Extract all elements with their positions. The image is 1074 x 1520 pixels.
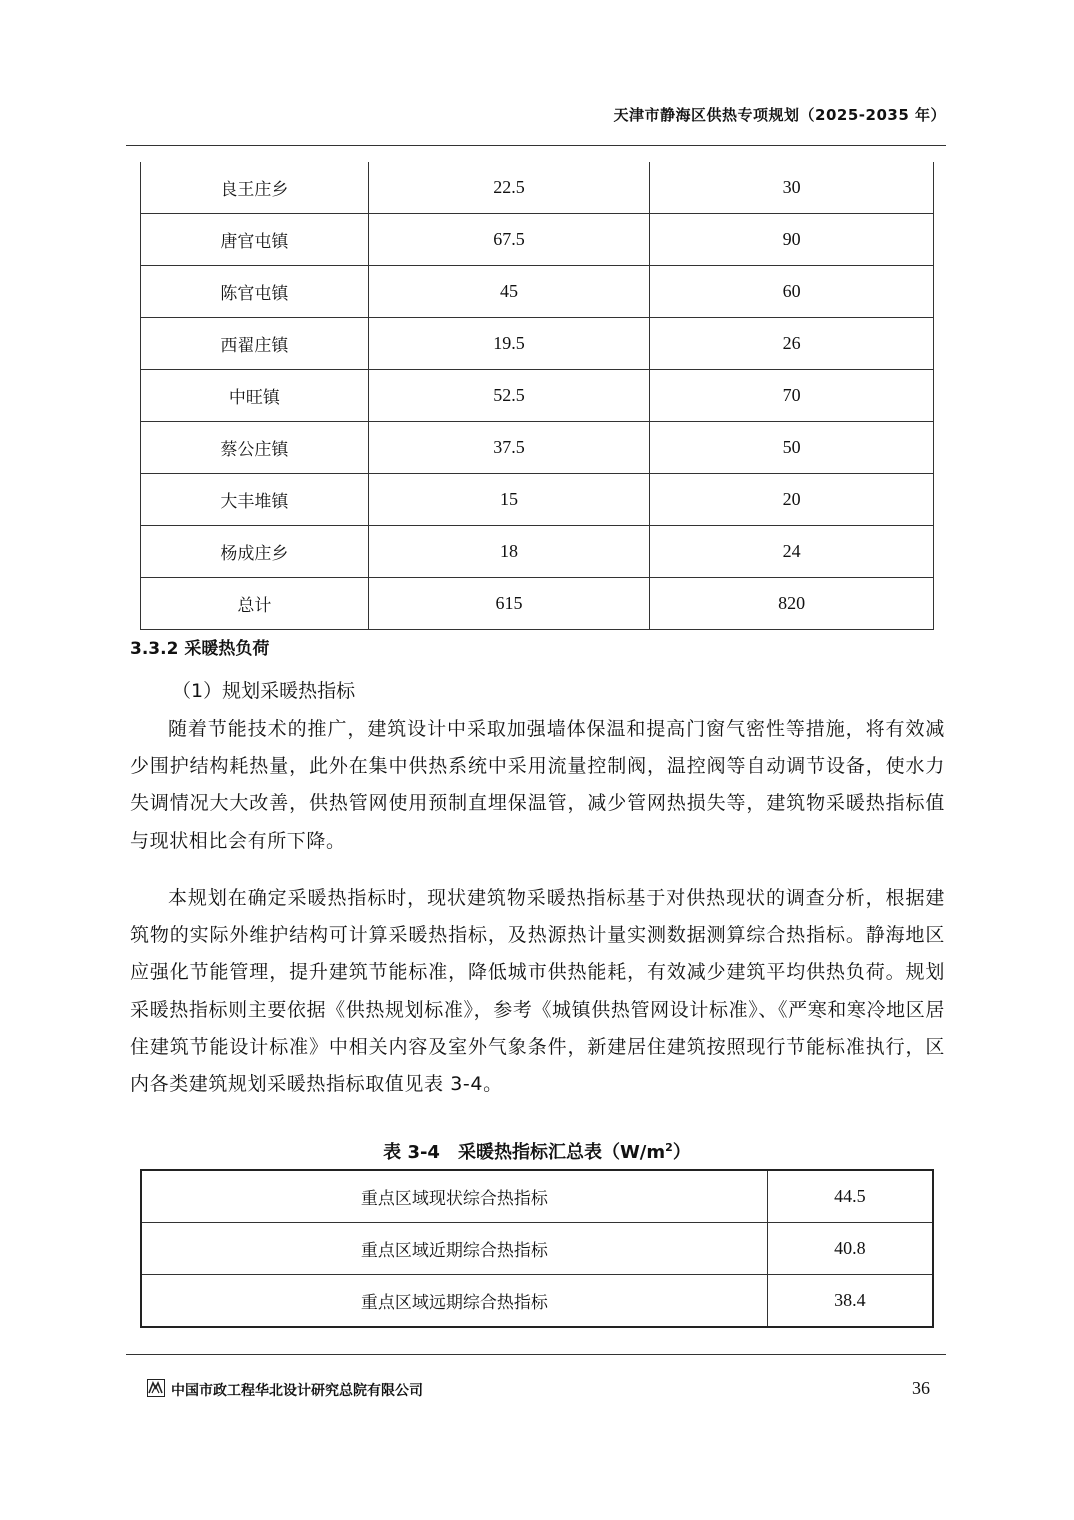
caption-close: ） <box>672 1142 691 1163</box>
table-row <box>141 214 934 266</box>
value-cell: 50 <box>650 422 934 474</box>
page-number: 36 <box>912 1378 930 1398</box>
town-name-cell: 中旺镇 <box>141 370 369 422</box>
table-row <box>141 370 934 422</box>
table-row <box>141 526 934 578</box>
table-row <box>141 422 934 474</box>
value-cell: 24 <box>650 526 934 578</box>
header-divider <box>126 145 946 146</box>
town-name-cell: 唐官屯镇 <box>141 214 369 266</box>
town-name-cell: 杨成庄乡 <box>141 526 369 578</box>
value-cell: 15 <box>368 474 650 526</box>
value-cell: 19.5 <box>368 318 650 370</box>
table-row <box>141 266 934 318</box>
value-cell: 18 <box>368 526 650 578</box>
total-value-cell: 820 <box>650 578 934 630</box>
table-caption <box>0 1138 1074 1164</box>
value-cell: 45 <box>368 266 650 318</box>
caption-superscript: 2 <box>665 1141 673 1154</box>
company-logo-icon <box>147 1379 165 1397</box>
subheading: （1）规划采暖热指标 <box>172 680 356 702</box>
value-cell: 20 <box>650 474 934 526</box>
heat-index-summary-table <box>140 1169 934 1328</box>
table-total-row <box>141 578 934 630</box>
town-name-cell: 陈官屯镇 <box>141 266 369 318</box>
value-cell: 52.5 <box>368 370 650 422</box>
total-value-cell: 615 <box>368 578 650 630</box>
index-value-cell: 40.8 <box>767 1223 933 1275</box>
caption-text: 表 3-4 采暖热指标汇总表（W/m <box>383 1142 666 1163</box>
town-heat-load-table <box>140 162 934 630</box>
town-name-cell: 良王庄乡 <box>141 162 369 214</box>
index-value-cell: 38.4 <box>767 1275 933 1328</box>
town-name-cell: 蔡公庄镇 <box>141 422 369 474</box>
value-cell: 37.5 <box>368 422 650 474</box>
table-row <box>141 1275 933 1328</box>
index-name-cell: 重点区域远期综合热指标 <box>141 1275 767 1328</box>
value-cell: 22.5 <box>368 162 650 214</box>
section-heading: 3.3.2 采暖热负荷 <box>130 639 270 659</box>
index-name-cell: 重点区域现状综合热指标 <box>141 1170 767 1223</box>
value-cell: 26 <box>650 318 934 370</box>
index-value-cell: 44.5 <box>767 1170 933 1223</box>
body-paragraph: 随着节能技术的推广，建筑设计中采取加强墙体保温和提高门窗气密性等措施，将有效减少围护结构耗热量，此外在集中供热系统中采用流量控制阀，温控阀等自动调节设备，使水力失调情况大大改善，供热管网使用预制直埋保温管，减少管网热损失等，建筑物采暖热指标值与现状相比会有所下降。 <box>130 718 945 852</box>
value-cell: 30 <box>650 162 934 214</box>
town-name-cell: 西翟庄镇 <box>141 318 369 370</box>
value-cell: 70 <box>650 370 934 422</box>
body-paragraph: 本规划在确定采暖热指标时，现状建筑物采暖热指标基于对供热现状的调查分析，根据建筑物的实际外维护结构可计算采暖热指标，及热源热计量实测数据测算综合热指标。静海地区应强化节能管理，提升建筑节能标准，降低城市供热能耗，有效减少建筑平均供热负荷。规划采暖热指标则主要依据《供热规划标准》，参考《城镇供热管网设计标准》、《严寒和寒冷地区居住建筑节能设计标准》中相关内容及室外气象条件，新建居住建筑按照现行节能标准执行，区内各类建筑规划采暖热指标取值见表 3-4。 <box>130 887 945 1096</box>
table-row <box>141 162 934 214</box>
town-name-cell: 大丰堆镇 <box>141 474 369 526</box>
table-row <box>141 318 934 370</box>
total-label-cell: 总计 <box>141 578 369 630</box>
value-cell: 90 <box>650 214 934 266</box>
table-row <box>141 1223 933 1275</box>
table-row <box>141 1170 933 1223</box>
index-name-cell: 重点区域近期综合热指标 <box>141 1223 767 1275</box>
footer-company-name: 中国市政工程华北设计研究总院有限公司 <box>171 1383 423 1399</box>
page-header-title: 天津市静海区供热专项规划（2025-2035 年） <box>613 106 946 124</box>
value-cell: 60 <box>650 266 934 318</box>
table-row <box>141 474 934 526</box>
footer-divider <box>126 1354 946 1355</box>
value-cell: 67.5 <box>368 214 650 266</box>
